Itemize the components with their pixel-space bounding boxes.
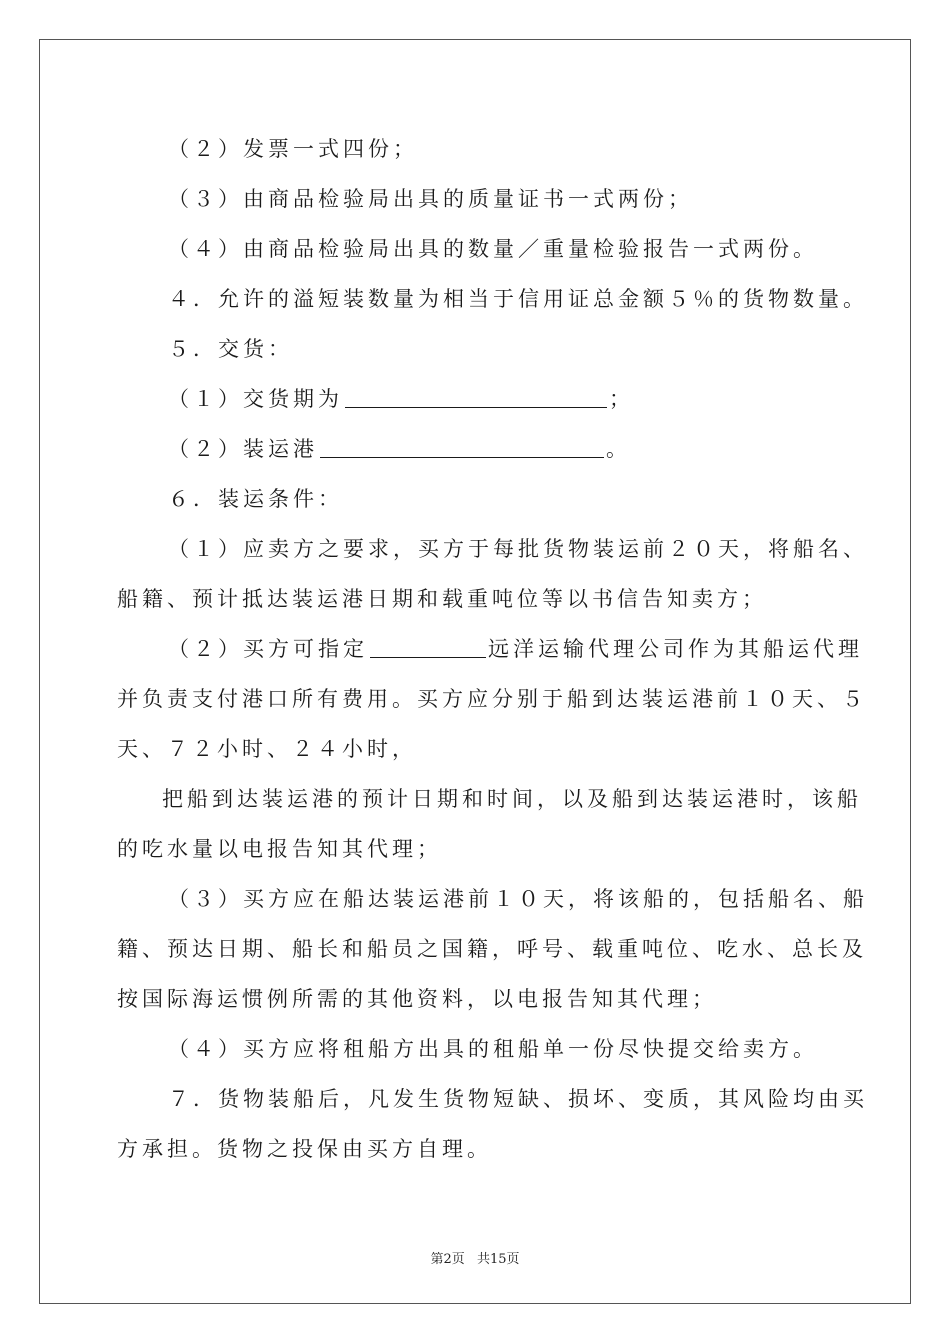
shipping-agent-label: （２）买方可指定 [168, 637, 368, 661]
loading-port-line [117, 424, 833, 474]
paragraph-line: （４）买方应将租船方出具的租船单一份尽快提交给卖方。 [168, 1037, 818, 1061]
loading-port-punct: 。 [606, 437, 631, 461]
paragraph-line: 方承担。货物之投保由买方自理。 [117, 1137, 492, 1161]
shipping-agent-blank [370, 627, 486, 658]
paragraph-line: ７．货物装船后，凡发生货物短缺、损坏、变质，其风险均由买 [168, 1087, 868, 1111]
delivery-period-punct: ； [609, 387, 634, 411]
paragraph-line: 籍、预达日期、船长和船员之国籍，呼号、载重吨位、吃水、总长及 [117, 937, 867, 961]
paragraph-line: ６．装运条件： [168, 487, 343, 511]
delivery-period-blank [345, 377, 607, 408]
total-pages: 共15页 [476, 1252, 520, 1267]
paragraph-line: 船籍、预计抵达装运港日期和载重吨位等以书信告知卖方； [117, 587, 767, 611]
paragraph-line: （４）由商品检验局出具的数量／重量检验报告一式两份。 [168, 237, 818, 261]
shipping-agent-rest: 远洋运输代理公司作为其船运代理 [488, 637, 863, 661]
paragraph-line: （２）发票一式四份； [168, 137, 418, 161]
paragraph-line: 按国际海运惯例所需的其他资料，以电报告知其代理； [117, 987, 717, 1011]
paragraph-line: （１）应卖方之要求，买方于每批货物装运前２０天，将船名、 [168, 537, 868, 561]
paragraph-line: （３）买方应在船达装运港前１０天，将该船的，包括船名、船 [168, 887, 868, 911]
shipping-agent-line [117, 624, 863, 674]
paragraph-line: 把船到达装运港的预计日期和时间，以及船到达装运港时，该船 [162, 787, 862, 811]
paragraph-line: 并负责支付港口所有费用。买方应分别于船到达装运港前１０天、５ [117, 687, 867, 711]
page-footer [0, 1248, 950, 1267]
document-body [117, 124, 868, 1174]
delivery-period-line [117, 374, 833, 424]
loading-port-blank [320, 427, 604, 458]
delivery-period-label: （１）交货期为 [168, 387, 343, 411]
paragraph-line: 天、７２小时、２４小时， [117, 737, 417, 761]
paragraph-line: ４．允许的溢短装数量为相当于信用证总金额５％的货物数量。 [168, 287, 868, 311]
paragraph-line: ５．交货： [168, 337, 293, 361]
paragraph-line: （３）由商品检验局出具的质量证书一式两份； [168, 187, 693, 211]
page-number: 第2页 [430, 1252, 465, 1267]
loading-port-label: （２）装运港 [168, 437, 318, 461]
paragraph-line: 的吃水量以电报告知其代理； [117, 837, 442, 861]
